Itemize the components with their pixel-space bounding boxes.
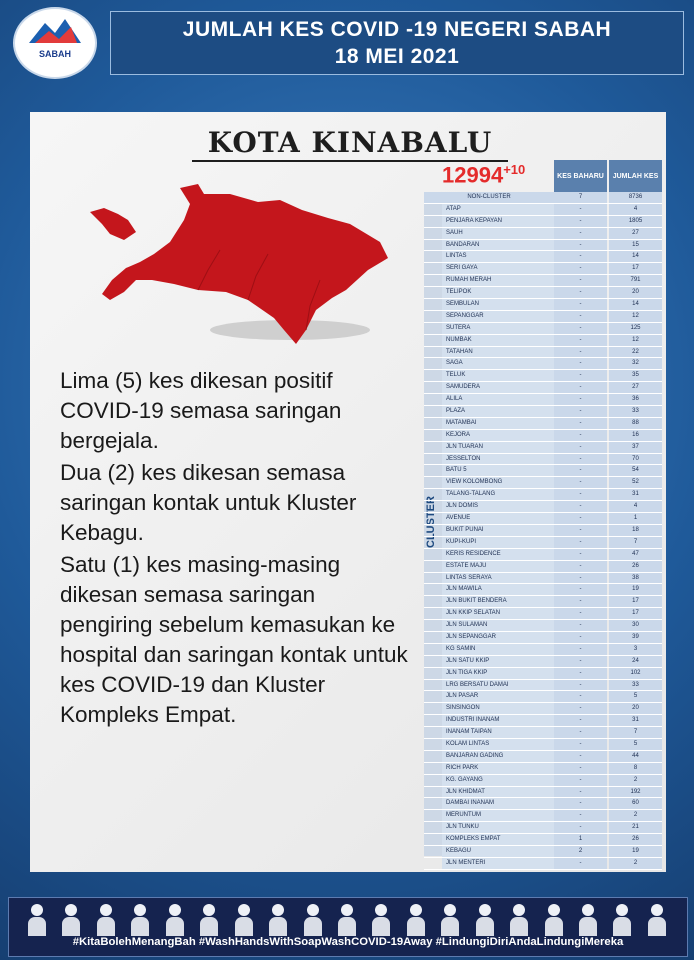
kes-baharu-value: - xyxy=(554,798,607,809)
header-title: JUMLAH KES COVID -19 NEGERI SABAH xyxy=(182,18,612,41)
table-row xyxy=(424,370,662,382)
table-row xyxy=(424,691,662,703)
cluster-name: KEBAGU xyxy=(442,846,554,857)
kes-baharu-value: - xyxy=(554,370,607,381)
kes-baharu-value: - xyxy=(554,430,607,441)
jumlah-kes-value: 19 xyxy=(609,846,662,857)
table-row xyxy=(424,549,662,561)
person-icon xyxy=(509,900,529,936)
table-row xyxy=(424,204,662,216)
table-row xyxy=(424,739,662,751)
kes-baharu-value: - xyxy=(554,394,607,405)
jumlah-kes-value: 1 xyxy=(609,513,662,524)
kes-baharu-value: - xyxy=(554,228,607,239)
table-row xyxy=(424,751,662,763)
kes-baharu-value: - xyxy=(554,501,607,512)
cluster-name: RUMAH MERAH xyxy=(442,275,554,286)
kes-baharu-value: - xyxy=(554,263,607,274)
kes-baharu-value: - xyxy=(554,620,607,631)
jumlah-kes-value: 7 xyxy=(609,537,662,548)
cluster-name: PLAZA xyxy=(442,406,554,417)
person-icon xyxy=(199,900,219,936)
kes-baharu-value: - xyxy=(554,489,607,500)
table-row xyxy=(424,465,662,477)
description-paragraph: Lima (5) kes dikesan positif COVID-19 semasa saringan bergejala. xyxy=(60,368,342,453)
jumlah-kes-value: 33 xyxy=(609,406,662,417)
jumlah-kes-value: 30 xyxy=(609,620,662,631)
jumlah-kes-value: 192 xyxy=(609,787,662,798)
jumlah-kes-value: 44 xyxy=(609,751,662,762)
cluster-name: BUKIT PUNAI xyxy=(442,525,554,536)
total-delta: +10 xyxy=(503,162,526,177)
table-row xyxy=(424,442,662,454)
table-row xyxy=(424,489,662,501)
cluster-name: ALILA xyxy=(442,394,554,405)
jumlah-kes-value: 8736 xyxy=(609,192,662,203)
jumlah-kes-value: 33 xyxy=(609,680,662,691)
person-icon xyxy=(440,900,460,936)
kes-baharu-value: - xyxy=(554,573,607,584)
district-title: KOTA KINABALU xyxy=(192,126,508,162)
person-icon xyxy=(165,900,185,936)
kes-baharu-value: - xyxy=(554,477,607,488)
table-row xyxy=(424,263,662,275)
kes-baharu-value: - xyxy=(554,822,607,833)
cluster-name: INDUSTRI INANAM xyxy=(442,715,554,726)
table-row xyxy=(424,311,662,323)
table-row xyxy=(424,454,662,466)
jumlah-kes-value: 2 xyxy=(609,775,662,786)
jumlah-kes-value: 12 xyxy=(609,335,662,346)
sabah-logo xyxy=(13,7,97,79)
jumlah-kes-value: 1805 xyxy=(609,216,662,227)
kes-baharu-value: - xyxy=(554,358,607,369)
cluster-name: LINTAS xyxy=(442,251,554,262)
table-row xyxy=(424,537,662,549)
table-row xyxy=(424,846,662,858)
table-row xyxy=(424,775,662,787)
table-row xyxy=(424,858,662,870)
cluster-name: LRG BERSATU DAMAI xyxy=(442,680,554,691)
cluster-label: CLUSTER xyxy=(425,496,437,548)
cluster-name: KUPI-KUPI xyxy=(442,537,554,548)
kes-baharu-value: - xyxy=(554,537,607,548)
jumlah-kes-value: 15 xyxy=(609,240,662,251)
kes-baharu-value: - xyxy=(554,382,607,393)
logo-text: SABAH xyxy=(38,49,71,59)
table-row xyxy=(424,477,662,489)
page-header xyxy=(110,11,684,75)
person-icon xyxy=(268,900,288,936)
table-row xyxy=(424,632,662,644)
footer-banner xyxy=(8,897,688,957)
person-icon xyxy=(27,900,47,936)
jumlah-kes-value: 17 xyxy=(609,608,662,619)
table-row xyxy=(424,347,662,359)
cluster-table-header xyxy=(424,160,662,192)
frontliner-figures xyxy=(27,900,667,938)
jumlah-kes-value: 31 xyxy=(609,489,662,500)
jumlah-kes-value: 8 xyxy=(609,763,662,774)
jumlah-kes-value: 47 xyxy=(609,549,662,560)
jumlah-kes-value: 27 xyxy=(609,382,662,393)
jumlah-kes-value: 791 xyxy=(609,275,662,286)
cluster-name: SUTERA xyxy=(442,323,554,334)
table-row xyxy=(424,787,662,799)
jumlah-kes-value: 17 xyxy=(609,263,662,274)
kes-baharu-value: - xyxy=(554,858,607,869)
cluster-name: SAUH xyxy=(442,228,554,239)
cluster-name: ESTATE MAJU xyxy=(442,561,554,572)
kes-baharu-value: - xyxy=(554,727,607,738)
person-icon xyxy=(337,900,357,936)
header-date: 18 MEI 2021 xyxy=(334,45,460,68)
table-row xyxy=(424,810,662,822)
district-map-icon xyxy=(80,180,400,350)
table-row xyxy=(424,620,662,632)
table-row xyxy=(424,656,662,668)
table-row xyxy=(424,358,662,370)
kes-baharu-value: - xyxy=(554,810,607,821)
table-row xyxy=(424,715,662,727)
table-row xyxy=(424,584,662,596)
table-row xyxy=(424,561,662,573)
jumlah-kes-value: 70 xyxy=(609,454,662,465)
cluster-name: NUMBAK xyxy=(442,335,554,346)
person-icon xyxy=(130,900,150,936)
person-icon xyxy=(371,900,391,936)
kes-baharu-value: - xyxy=(554,668,607,679)
person-icon xyxy=(578,900,598,936)
cluster-name: JLN KHIDMAT xyxy=(442,787,554,798)
jumlah-kes-value: 102 xyxy=(609,668,662,679)
cluster-name: JLN SEPANGGAR xyxy=(442,632,554,643)
cluster-name: JLN TUNKU xyxy=(442,822,554,833)
cluster-name: MATAMBAI xyxy=(442,418,554,429)
table-row xyxy=(424,668,662,680)
person-icon xyxy=(303,900,323,936)
jumlah-kes-value: 17 xyxy=(609,596,662,607)
kes-baharu-value: - xyxy=(554,204,607,215)
table-row xyxy=(424,418,662,430)
kes-baharu-value: - xyxy=(554,680,607,691)
kes-baharu-value: - xyxy=(554,513,607,524)
kes-baharu-value: - xyxy=(554,311,607,322)
table-row xyxy=(424,608,662,620)
kes-baharu-value: - xyxy=(554,608,607,619)
cluster-name: VIEW KOLOMBONG xyxy=(442,477,554,488)
cluster-name: SAGA xyxy=(442,358,554,369)
kes-baharu-value: - xyxy=(554,287,607,298)
cluster-name: JLN TIGA KKIP xyxy=(442,668,554,679)
cluster-name: JLN PASAR xyxy=(442,691,554,702)
cluster-name: JLN BUKIT BENDERA xyxy=(442,596,554,607)
jumlah-kes-value: 4 xyxy=(609,501,662,512)
cluster-name: PENJARA KEPAYAN xyxy=(442,216,554,227)
person-icon xyxy=(96,900,116,936)
table-row xyxy=(424,680,662,692)
kes-baharu-value: - xyxy=(554,715,607,726)
person-icon xyxy=(406,900,426,936)
cluster-name: INANAM TAIPAN xyxy=(442,727,554,738)
cluster-name: RICH PARK xyxy=(442,763,554,774)
kes-baharu-value: - xyxy=(554,216,607,227)
jumlah-kes-value: 19 xyxy=(609,584,662,595)
kes-baharu-value: - xyxy=(554,632,607,643)
jumlah-kes-value: 12 xyxy=(609,311,662,322)
jumlah-kes-value: 32 xyxy=(609,358,662,369)
kes-baharu-value: - xyxy=(554,584,607,595)
table-row xyxy=(424,834,662,846)
jumlah-kes-value: 39 xyxy=(609,632,662,643)
table-row xyxy=(424,275,662,287)
table-row xyxy=(424,763,662,775)
cluster-name: SEMBULAN xyxy=(442,299,554,310)
cluster-name: JLN SATU KKIP xyxy=(442,656,554,667)
jumlah-kes-value: 18 xyxy=(609,525,662,536)
jumlah-kes-value: 3 xyxy=(609,644,662,655)
jumlah-kes-value: 37 xyxy=(609,442,662,453)
table-row xyxy=(424,335,662,347)
cluster-name: SINSINGON xyxy=(442,703,554,714)
kes-baharu-value: - xyxy=(554,644,607,655)
kes-baharu-value: - xyxy=(554,251,607,262)
person-icon xyxy=(647,900,667,936)
kes-baharu-value: 1 xyxy=(554,834,607,845)
kes-baharu-value: - xyxy=(554,442,607,453)
kes-baharu-value: - xyxy=(554,763,607,774)
jumlah-kes-value: 31 xyxy=(609,715,662,726)
jumlah-kes-value: 21 xyxy=(609,822,662,833)
cluster-name: KOLAM LINTAS xyxy=(442,739,554,750)
kes-baharu-value: - xyxy=(554,656,607,667)
cluster-name: LINTAS SERAYA xyxy=(442,573,554,584)
cluster-name: JLN MENTERI xyxy=(442,858,554,869)
cluster-name: MERUNTUM xyxy=(442,810,554,821)
cluster-table xyxy=(424,192,662,870)
table-row xyxy=(424,240,662,252)
table-row xyxy=(424,228,662,240)
jumlah-kes-value: 54 xyxy=(609,465,662,476)
jumlah-kes-value: 60 xyxy=(609,798,662,809)
case-description xyxy=(60,366,410,732)
kes-baharu-value: - xyxy=(554,561,607,572)
jumlah-kes-value: 24 xyxy=(609,656,662,667)
table-row xyxy=(424,430,662,442)
jumlah-kes-value: 7 xyxy=(609,727,662,738)
table-row xyxy=(424,573,662,585)
kes-baharu-value: 7 xyxy=(554,192,607,203)
cluster-name: BANDARAN xyxy=(442,240,554,251)
table-row xyxy=(424,216,662,228)
person-icon xyxy=(612,900,632,936)
kes-baharu-value: - xyxy=(554,275,607,286)
table-row xyxy=(424,513,662,525)
cluster-name: AVENUE xyxy=(442,513,554,524)
person-icon xyxy=(234,900,254,936)
jumlah-kes-value: 36 xyxy=(609,394,662,405)
cluster-name: BATU 5 xyxy=(442,465,554,476)
kes-baharu-value: - xyxy=(554,240,607,251)
kes-baharu-value: - xyxy=(554,347,607,358)
kes-baharu-value: - xyxy=(554,775,607,786)
table-row xyxy=(424,406,662,418)
jumlah-kes-value: 88 xyxy=(609,418,662,429)
table-row xyxy=(424,822,662,834)
cluster-name: ATAP xyxy=(442,204,554,215)
kes-baharu-value: - xyxy=(554,299,607,310)
table-row xyxy=(424,251,662,263)
table-row xyxy=(424,596,662,608)
kes-baharu-value: - xyxy=(554,335,607,346)
hashtags: #KitaBolehMenangBah #WashHandsWithSoapWashCOVID-19Away #LindungiDiriAndaLindungiMereka xyxy=(72,936,624,948)
table-row xyxy=(424,644,662,656)
kes-baharu-value: - xyxy=(554,691,607,702)
cluster-name: JLN KKIP SELATAN xyxy=(442,608,554,619)
jumlah-kes-value: 4 xyxy=(609,204,662,215)
jumlah-kes-value: 2 xyxy=(609,858,662,869)
cluster-name: KEJORA xyxy=(442,430,554,441)
table-row xyxy=(424,382,662,394)
cluster-name: JLN SULAMAN xyxy=(442,620,554,631)
kes-baharu-value: - xyxy=(554,406,607,417)
kes-baharu-value: - xyxy=(554,465,607,476)
kes-baharu-value: 2 xyxy=(554,846,607,857)
cluster-name: TATAHAN xyxy=(442,347,554,358)
person-icon xyxy=(544,900,564,936)
table-row xyxy=(424,525,662,537)
table-row xyxy=(424,798,662,810)
cluster-name: JESSELTON xyxy=(442,454,554,465)
kes-baharu-value: - xyxy=(554,751,607,762)
table-row xyxy=(424,323,662,335)
cluster-name: SEPANGGAR xyxy=(442,311,554,322)
jumlah-kes-value: 27 xyxy=(609,228,662,239)
cluster-name: TALANG-TALANG xyxy=(442,489,554,500)
jumlah-kes-value: 125 xyxy=(609,323,662,334)
kes-baharu-value: - xyxy=(554,596,607,607)
kes-baharu-value: - xyxy=(554,454,607,465)
cluster-name: BANJARAN GADING xyxy=(442,751,554,762)
jumlah-kes-value: 26 xyxy=(609,561,662,572)
table-row xyxy=(424,703,662,715)
table-row xyxy=(424,394,662,406)
cluster-name: TELIPOK xyxy=(442,287,554,298)
kes-baharu-value: - xyxy=(554,323,607,334)
cluster-name: SAMUDERA xyxy=(442,382,554,393)
jumlah-kes-value: 20 xyxy=(609,287,662,298)
kes-baharu-value: - xyxy=(554,549,607,560)
jumlah-kes-value: 35 xyxy=(609,370,662,381)
person-icon xyxy=(61,900,81,936)
cluster-name: TELUK xyxy=(442,370,554,381)
cluster-name: KG SAMIN xyxy=(442,644,554,655)
table-row xyxy=(424,192,662,204)
kes-baharu-value: - xyxy=(554,525,607,536)
kes-baharu-value: - xyxy=(554,703,607,714)
cluster-name: KG. GAYANG xyxy=(442,775,554,786)
cluster-name: SERI GAYA xyxy=(442,263,554,274)
kes-baharu-value: - xyxy=(554,739,607,750)
jumlah-kes-value: 38 xyxy=(609,573,662,584)
col-jumlah-kes: JUMLAH KES xyxy=(609,160,662,192)
jumlah-kes-value: 5 xyxy=(609,739,662,750)
table-row xyxy=(424,287,662,299)
cluster-name: JLN TUARAN xyxy=(442,442,554,453)
jumlah-kes-value: 14 xyxy=(609,299,662,310)
col-kes-baharu: KES BAHARU xyxy=(554,160,607,192)
jumlah-kes-value: 26 xyxy=(609,834,662,845)
table-row xyxy=(424,501,662,513)
jumlah-kes-value: 14 xyxy=(609,251,662,262)
total-value: 12994 xyxy=(442,162,504,188)
cluster-name: DAMBAI INANAM xyxy=(442,798,554,809)
logo-emblem-icon xyxy=(15,11,95,51)
table-row xyxy=(424,299,662,311)
description-paragraph: Satu (1) kes masing-masing dikesan semasa saringan pengiring sebelum kemasukan ke hospital dan saringan kontak untuk kes COVID-19 dan Kluster Kompleks Empat. xyxy=(60,552,408,727)
jumlah-kes-value: 22 xyxy=(609,347,662,358)
kes-baharu-value: - xyxy=(554,418,607,429)
kes-baharu-value: - xyxy=(554,787,607,798)
jumlah-kes-value: 5 xyxy=(609,691,662,702)
jumlah-kes-value: 16 xyxy=(609,430,662,441)
jumlah-kes-value: 52 xyxy=(609,477,662,488)
description-paragraph: Dua (2) kes dikesan semasa saringan kontak untuk Kluster Kebagu. xyxy=(60,460,357,545)
cluster-name: NON-CLUSTER xyxy=(424,192,554,203)
table-row xyxy=(424,727,662,739)
cluster-name: KOMPLEKS EMPAT xyxy=(442,834,554,845)
cluster-name: JLN DOMIS xyxy=(442,501,554,512)
cluster-name: JLN MAWILA xyxy=(442,584,554,595)
jumlah-kes-value: 2 xyxy=(609,810,662,821)
cluster-name: KERIS RESIDENCE xyxy=(442,549,554,560)
person-icon xyxy=(475,900,495,936)
jumlah-kes-value: 20 xyxy=(609,703,662,714)
